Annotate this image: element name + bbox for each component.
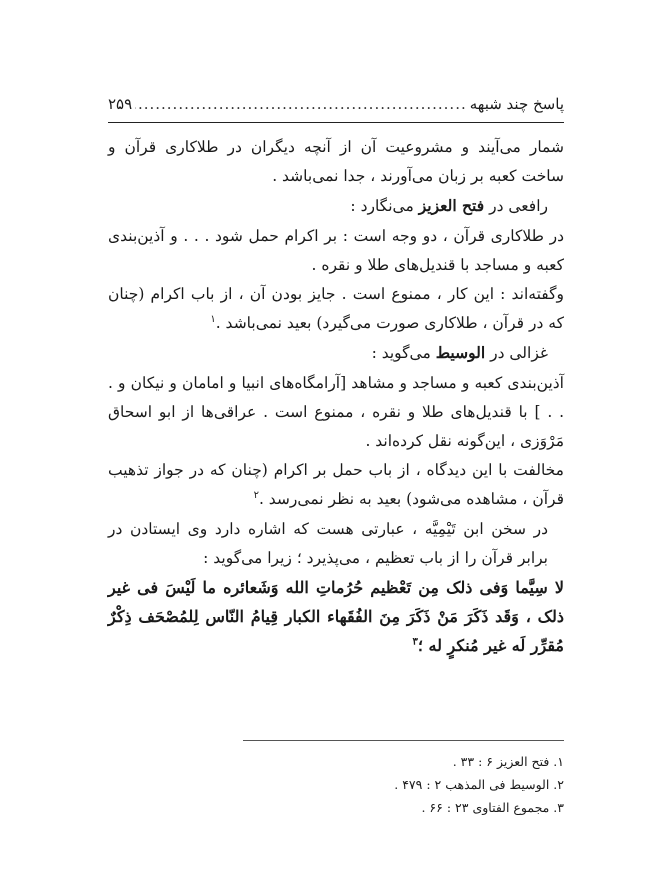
footnote: ۲. الوسیط فی المذهب ۲ : ۴۷۹ . xyxy=(394,777,564,792)
paragraph: رافعی در فتح العزیز می‌نگارد : xyxy=(350,196,548,216)
quotation: وگفته‌اند : این کار ، ممنوع است . جایز بودن آن ، از باب اکرام (چنان که در قرآن ، طلاکاری صورت می‌گیرد) بعید نمی‌باشد .$^۱$ xyxy=(108,285,564,333)
header-rule xyxy=(108,122,564,123)
book-title: الوسیط xyxy=(435,343,486,363)
footnote-ref: ۱ xyxy=(210,314,216,326)
arabic-quotation: لا سِیَّما وَفی ذلک مِن تَعْظیم حُرُماتِ الله وَشَعائره ما لَیْسَ فی غیر ذلک ، وَقَد ذَکَرَ مَنْ ذَکَرَ مِنَ الفُقَهاء الکبار قِیامُ النّاس لِلمُصْحَف ذِکْرٌ مُقرِّر لَه غیر مُنکرٍ له ؛$^۳$ xyxy=(108,578,564,656)
running-header xyxy=(108,95,564,119)
quotation: در طلاکاری قرآن ، دو وجه است : بر اکرام حمل شود . . . و آذین‌بندی کعبه و مساجد با قندیل‌های طلا و نقره . xyxy=(108,226,564,274)
footnote-ref: ۲ xyxy=(253,490,259,502)
footnotes xyxy=(108,750,564,819)
header-title: پاسخ چند شبهه xyxy=(469,95,564,113)
paragraph: در سخن ابن تَیْمِیَّه ، عبارتی هست که اشاره دارد وی ایستادن در برابر قرآن را از باب تعظیم ، می‌پذیرد ؛ زیرا می‌گوید : xyxy=(108,519,548,567)
page-number: ۲۵۹ xyxy=(108,95,133,113)
quotation: مخالفت با این دیدگاه ، از باب حمل بر اکرام (چنان که در جواز تذهیب قرآن ، مشاهده می‌شود) بعید به نظر نمی‌رسد .$^۲$ xyxy=(108,461,564,509)
main-text xyxy=(108,133,564,661)
quotation: آذین‌بندی کعبه و مساجد و مشاهد [آرامگاه‌های انبیا و امامان و نیکان و . . . ] با قندیل‌های طلا و نقره ، ممنوع است . عراقی‌ها از ابو اسحاق مَرْوَزی ، این‌گونه نقل کرده‌اند . xyxy=(108,373,564,451)
book-title: فتح العزیز xyxy=(418,196,485,216)
paragraph: غزالی در الوسیط می‌گوید : xyxy=(371,343,548,363)
footnote-rule xyxy=(243,740,564,741)
footnote: ۱. فتح العزیز ۶ : ۳۳ . xyxy=(452,754,564,769)
header-leader-dots xyxy=(135,95,467,113)
paragraph: شمار می‌آیند و مشروعیت آن از آنچه دیگران در طلاکاری قرآن و ساخت کعبه بر زبان می‌آورند ، جدا نمی‌باشد . xyxy=(108,138,564,186)
footnote-ref: ۳ xyxy=(412,637,418,649)
footnote: ۳. مجموع الفتاوی ۲۳ : ۶۶ . xyxy=(421,800,564,815)
